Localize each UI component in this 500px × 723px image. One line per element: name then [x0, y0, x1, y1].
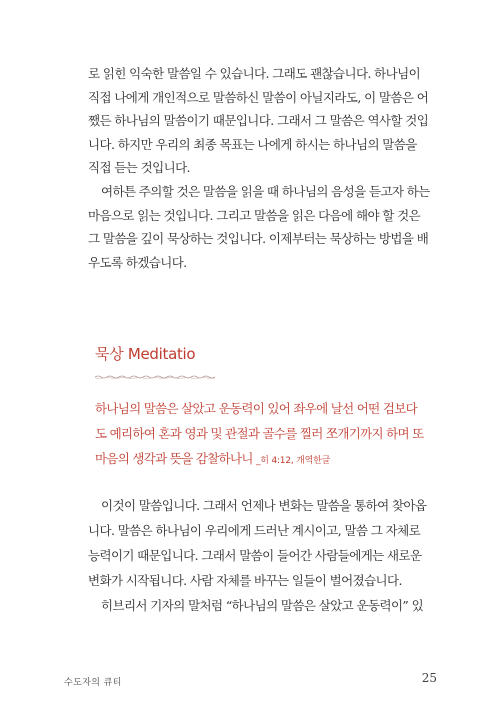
text-line: 마음으로 읽는 것입니다. 그리고 말씀을 읽은 다음에 해야 할 것은	[88, 207, 421, 223]
quote-line-text: 마음의 생각과 뜻을 감찰하나니	[95, 451, 253, 466]
body-paragraph	[88, 62, 438, 180]
text-line: 히브리서 기자의 말처럼 “하나님의 말씀은 살았고 운동력이” 있	[101, 598, 424, 613]
body-paragraph	[88, 180, 438, 274]
scripture-reference: _히 4:12, 개역한글	[255, 456, 331, 466]
quote-line: 하나님의 말씀은 살았고 운동력이 있어 좌우에 날선 어떤 검보다	[95, 401, 417, 416]
text-line: 여하튼 주의할 것은 말씀을 읽을 때 하나님의 음성을 듣고자 하는	[101, 184, 430, 199]
text-line: 그 말씀을 깊이 묵상하는 것입니다. 이제부터는 묵상하는 방법을 배	[88, 231, 429, 246]
text-line: 니다. 하지만 우리의 최종 목표는 나에게 하시는 하나님의 말씀을	[88, 136, 417, 152]
text-line: 우도록 하겠습니다.	[88, 254, 187, 270]
scripture-quote	[95, 396, 440, 471]
text-line: 쨌든 하나님의 말씀이기 때문입니다. 그래서 그 말씀은 역사할 것입	[88, 113, 429, 128]
text-line: 변화가 시작됩니다. 사람 자체를 바꾸는 일들이 벌어졌습니다.	[88, 573, 402, 588]
section-heading: 묵상 Meditatio	[95, 345, 196, 363]
text-line: 직접 듣는 것입니다.	[88, 160, 190, 175]
text-line: 이것이 말씀입니다. 그래서 언제나 변화는 말씀을 통하여 찾아옵	[101, 498, 427, 513]
text-line: 능력이기 때문입니다. 그래서 말씀이 들어간 사람들에게는 새로운	[88, 548, 422, 563]
body-paragraph	[88, 493, 438, 593]
book-title: 수도자의 큐티	[64, 678, 122, 688]
text-line: 니다. 말씀은 하나님이 우리에게 드러난 계시이고, 말씀 그 자체로	[88, 523, 421, 538]
quote-line: 도 예리하여 혼과 영과 및 관절과 골수를 찔러 쪼개기까지 하며 또	[95, 426, 424, 441]
text-line: 로 읽힌 익숙한 말씀일 수 있습니다. 그래도 괜찮습니다. 하나님이	[88, 66, 421, 81]
decorative-underline	[95, 374, 215, 380]
page-number: 25	[421, 671, 437, 685]
quote-line	[95, 446, 440, 471]
text-line: 직접 나에게 개인적으로 말씀하신 말씀이 아닐지라도, 이 말씀은 어	[88, 89, 429, 105]
body-paragraph	[88, 593, 438, 618]
